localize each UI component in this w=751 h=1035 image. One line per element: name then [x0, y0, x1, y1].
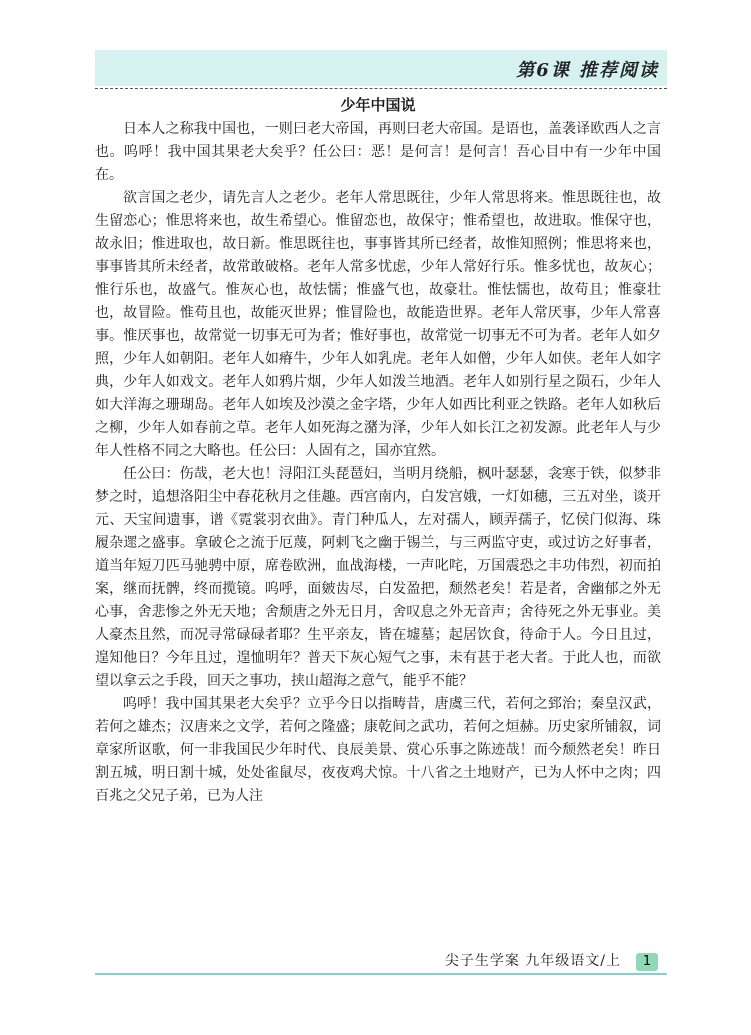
article-body [95, 93, 661, 808]
book-title: 尖子生学案 九年级语文/上 [444, 953, 621, 969]
chapter-header-band [95, 50, 667, 86]
page-number: 1 [636, 953, 658, 971]
paragraph-3: 任公曰：伤哉，老大也！浔阳江头琵琶妇，当明月绕船，枫叶瑟瑟，衾寒于铁，似梦非梦之时，追想洛阳尘中春花秋月之佳趣。西宫南内，白发宫娥，一灯如穗，三五对坐，谈开元、天宝间遗事，谱《霓裳羽衣曲》。青门种瓜人，左对孺人，顾弄孺子，忆侯门似海、珠履杂遝之盛事。拿破仑之流于厄蔑，阿剌飞之幽于锡兰，与三两监守吏，或过访之好事者，道当年短刀匹马驰骋中原，席卷欧洲，血战海楼，一声叱咤，万国震恐之丰功伟烈，初而拍案，继而抚髀，终而揽镜。呜呼，面皴齿尽，白发盈把，颓然老矣！若是者，舍幽郁之外无心事，舍悲惨之外无天地；舍颓唐之外无日月，舍叹息之外无音声；舍待死之外无事业。美人豪杰且然，而况寻常碌碌者耶？生平亲友，皆在墟墓；起居饮食，待命于人。今日且过，遑知他日？今年且过，遑恤明年？普天下灰心短气之事，未有甚于老大者。于此人也，而欲望以拿云之手段，回天之事功，挟山超海之意气，能乎不能？ [95, 466, 661, 689]
paragraph-4: 呜呼！我中国其果老大矣乎？立乎今日以指畴昔，唐虞三代，若何之郅治；秦皇汉武，若何之雄杰；汉唐来之文学，若何之隆盛；康乾间之武功，若何之烜赫。历史家所铺叙，词章家所讴歌，何一非我国民少年时代、良辰美景、赏心乐事之陈迹哉！而今颓然老矣！昨日割五城，明日割十城，处处雀鼠尽，夜夜鸡犬惊。十八省之土地财产，已为人怀中之肉；四百兆之父兄子弟，已为人注 [95, 696, 661, 804]
paragraph-2: 欲言国之老少，请先言人之老少。老年人常思既往，少年人常思将来。惟思既往也，故生留恋心；惟思将来也，故生希望心。惟留恋也，故保守；惟希望也，故进取。惟保守也，故永旧；惟进取也，故日新。惟思既往也，事事皆其所已经者，故惟知照例；惟思将来也，事事皆其所未经者，故常敢破格。老年人常多忧虑，少年人常好行乐。惟多忧也，故灰心；惟行乐也，故盛气。惟灰心也，故怯懦；惟盛气也，故豪壮。惟怯懦也，故苟且；惟豪壮也，故冒险。惟苟且也，故能灭世界；惟冒险也，故能造世界。老年人常厌事，少年人常喜事。惟厌事也，故常觉一切事无可为者；惟好事也，故常觉一切事无不可为者。老年人如夕照，少年人如朝阳。老年人如瘠牛，少年人如乳虎。老年人如僧，少年人如侠。老年人如字典，少年人如戏文。老年人如鸦片烟，少年人如泼兰地酒。老年人如别行星之陨石，少年人如大洋海之珊瑚岛。老年人如埃及沙漠之金字塔，少年人如西比利亚之铁路。老年人如秋后之柳，少年人如春前之草。老年人如死海之潴为泽，少年人如长江之初发源。此老年人与少年人性格不同之大略也。任公曰：人固有之，国亦宜然。 [95, 190, 661, 459]
footer-divider [95, 973, 667, 975]
article-title: 少年中国说 [340, 96, 416, 114]
chapter-title: 第6课 推荐阅读 [516, 60, 659, 81]
header-divider [95, 88, 667, 89]
paragraph-1: 日本人之称我中国也，一则曰老大帝国，再则曰老大帝国。是语也，盖袭译欧西人之言也。呜呼！我中国其果老大矣乎？任公曰：恶！是何言！是何言！吾心目中有一少年中国在。 [95, 121, 661, 183]
